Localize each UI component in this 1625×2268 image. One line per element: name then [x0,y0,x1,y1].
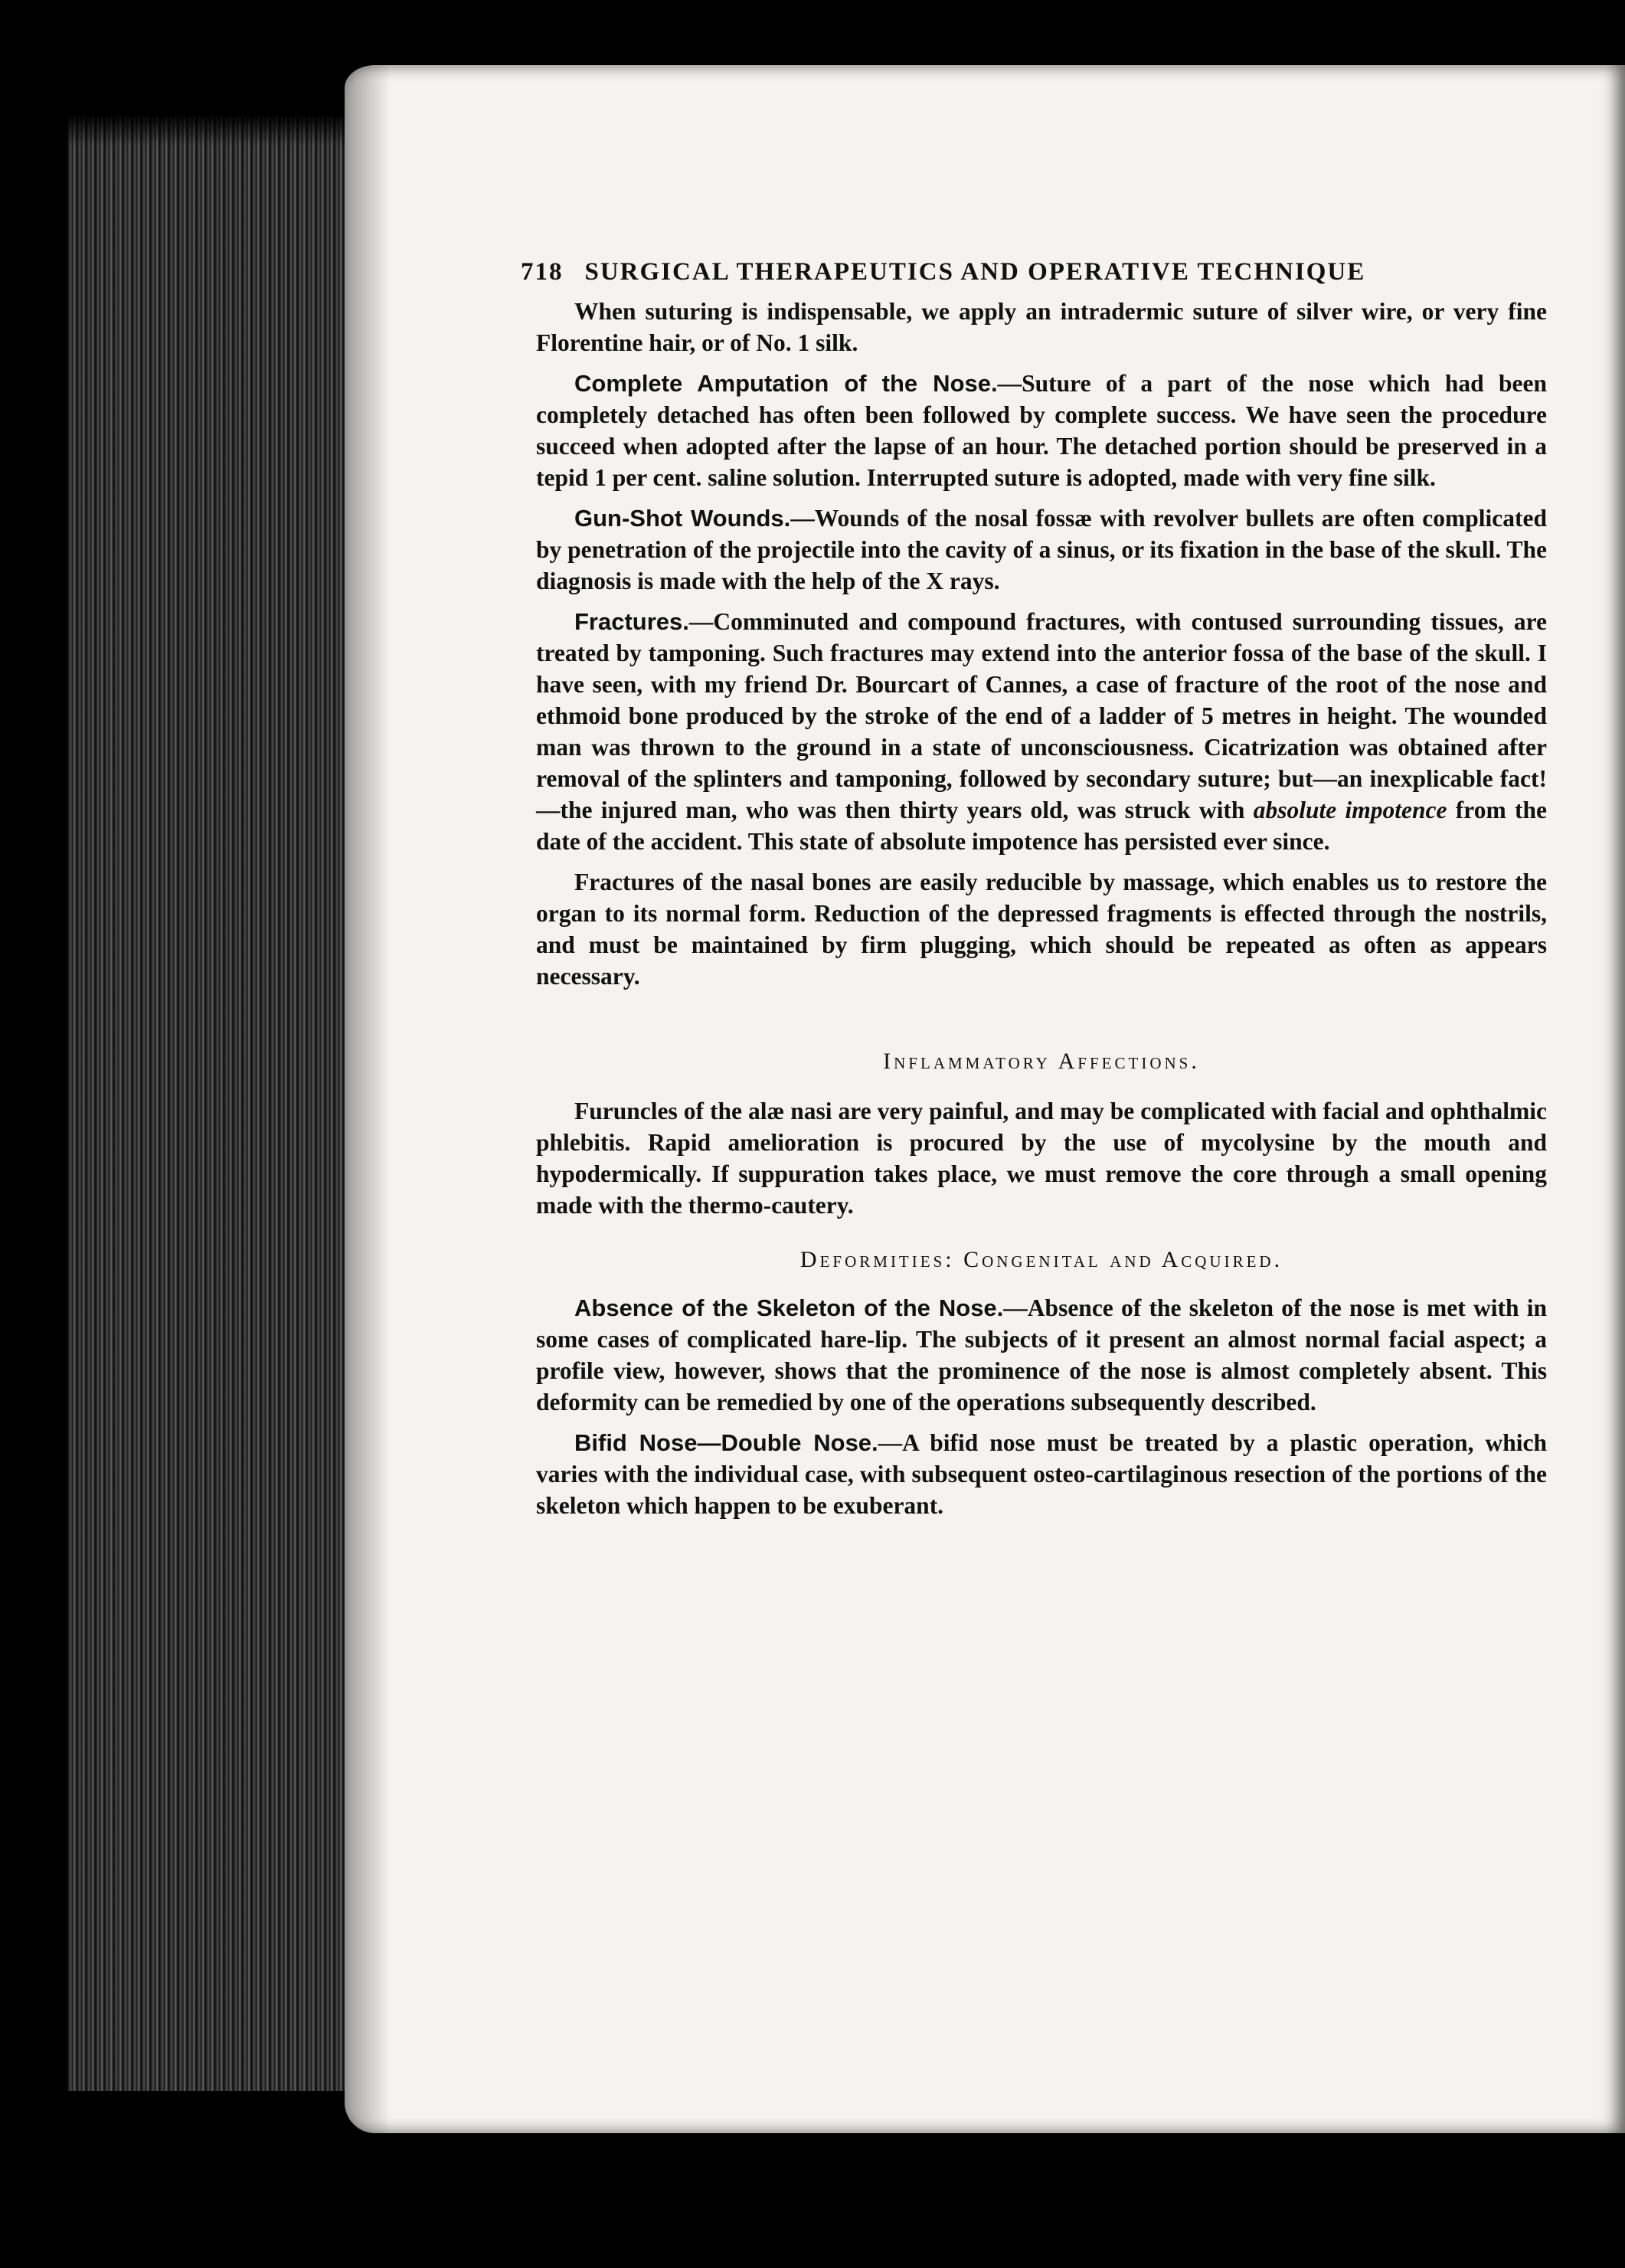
heading-fractures: Fractures. [574,608,689,635]
paragraph-gun-shot-wounds [536,502,1547,597]
paragraph-complete-amputation [536,368,1547,493]
section-title-deformities: Deformities: Congenital and Acquired. [799,1247,1283,1272]
page-number: 718 [521,258,564,286]
running-header [521,257,1547,288]
page-edge-shade [67,115,374,146]
heading-bifid-nose: Bifid Nose—Double Nose. [574,1429,878,1456]
gutter-shadow [345,65,391,2133]
paragraph-fractures [536,606,1547,857]
book-page-edges [67,115,374,2091]
text-complete-amputation: —Suture of a part of the nose which had been completely detached has often been followed by complete success. We have seen the procedure succeed when adopted after the lapse of an hour. The detached portion should be preserved in a tepid 1 per cent. saline solution. Interrupted suture is adopted, made with very fine silk. [536,370,1547,491]
text-fractures-part-a: —Comminuted and compound fractures, with contused surrounding tissues, are treated by tamponing. Such fractures may extend into the anterior fossa of the base of the skull. I have seen, with my friend Dr. Bourcart of Cannes, a case of fracture of the root of the nose and ethmoid bone produced by the stroke of the end of a ladder of 5 metres in height. The wounded man was thrown to the ground in a state of unconsciousness. Cicatrization was obtained after removal of the splinters and tamponing, followed by secondary suture; but—an inexplicable fact!—the injured man, who was then thirty years old, was struck with [536,608,1547,823]
paragraph-nasal-fractures: Fractures of the nasal bones are easily reducible by massage, which enables us to restore the organ to its normal form. Reduction of the depressed fragments is effected through the nostrils, and must be maintained by firm plugging, which should be repeated as often as appears necessary. [536,869,1547,990]
paragraph-suturing: When suturing is indispensable, we apply an intradermic suture of silver wire, or very fine Florentine hair, or of No. 1 silk. [536,298,1547,356]
paragraph-furuncles: Furuncles of the alæ nasi are very painful, and may be complicated with facial and ophthalmic phlebitis. Rapid amelioration is procured by the use of mycolysine by the mouth and hypodermically. If suppuration takes place, we must remove the core through a small opening made with the thermo-cautery. [536,1098,1547,1219]
heading-gun-shot-wounds: Gun-Shot Wounds. [574,505,791,532]
section-title-inflammatory: Inflammatory Affections. [883,1049,1200,1074]
text-fractures-part-b: from the date of the accident. This state of absolute impotence has persisted ever since. [536,797,1547,855]
running-title: SURGICAL THERAPEUTICS AND OPERATIVE TECHNIQUE [584,258,1366,286]
page-content [521,257,1547,1530]
heading-absence-skeleton: Absence of the Skeleton of the Nose. [574,1294,1004,1321]
text-fractures-italic: absolute impotence [1253,797,1447,823]
text-absence-skeleton: —Absence of the skeleton of the nose is met with in some cases of complicated hare-lip. The subjects of it present an almost normal facial aspect; a profile view, however, shows that the prominence of the nose is almost completely absent. This deformity can be remedied by one of the operations subsequently described. [536,1294,1547,1415]
heading-complete-amputation: Complete Amputation of the Nose. [574,370,998,397]
text-gun-shot-wounds: —Wounds of the nosal fossæ with revolver bullets are often complicated by penetration of the projectile into the cavity of a sinus, or its fixation in the base of the skull. The diagnosis is made with the help of the X rays. [536,505,1547,594]
paragraph-bifid-nose [536,1427,1547,1521]
paragraph-absence-skeleton [536,1292,1547,1418]
text-bifid-nose: —A bifid nose must be treated by a plastic operation, which varies with the individual case, with subsequent osteo-cartilaginous resection of the portions of the skeleton which happen to be exuberant. [536,1429,1547,1519]
book-page [345,65,1625,2133]
